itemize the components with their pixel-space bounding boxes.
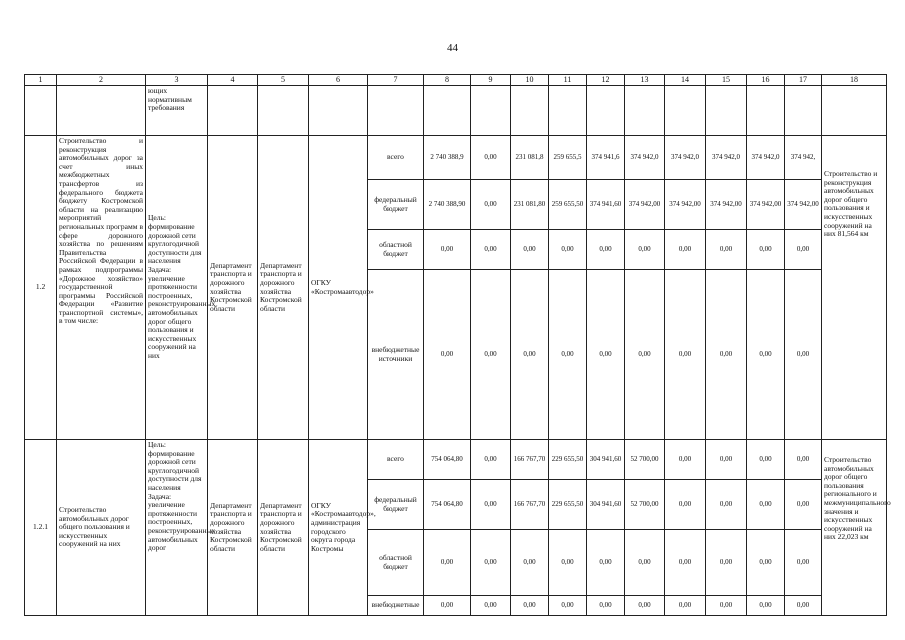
value-cell: 0,00 bbox=[706, 440, 747, 480]
value-cell: 0,00 bbox=[785, 230, 822, 270]
header-cell: 17 bbox=[785, 75, 822, 86]
value-cell: 0,00 bbox=[747, 596, 785, 616]
funding-source: федеральный бюджет bbox=[368, 480, 424, 530]
header-cell: 7 bbox=[368, 75, 424, 86]
value-cell: 0,00 bbox=[625, 230, 665, 270]
value-cell: 0,00 bbox=[785, 480, 822, 530]
header-cell: 3 bbox=[146, 75, 208, 86]
value-cell: 374 942,0 bbox=[706, 136, 747, 180]
value-cell: 0,00 bbox=[706, 480, 747, 530]
value-cell: 0,00 bbox=[424, 596, 471, 616]
value-cell: 0,00 bbox=[587, 230, 625, 270]
value-cell: 52 700,00 bbox=[625, 480, 665, 530]
table-row bbox=[25, 440, 887, 480]
value-cell: 0,00 bbox=[665, 596, 706, 616]
funding-source: областной бюджет bbox=[368, 230, 424, 270]
value-cell: 229 655,50 bbox=[549, 440, 587, 480]
result-cell: Строительство и реконструкция автомобильных дорог общего пользования и искусственных сооружений на них 81,564 км bbox=[822, 136, 887, 440]
value-cell: 0,00 bbox=[471, 230, 511, 270]
header-cell: 9 bbox=[471, 75, 511, 86]
executor-cell: Департамент транспорта и дорожного хозяйства Костромской области bbox=[208, 440, 258, 616]
value-cell: 0,00 bbox=[587, 530, 625, 596]
value-cell: 231 081,80 bbox=[511, 180, 549, 230]
value-cell: 0,00 bbox=[665, 440, 706, 480]
value-cell: 754 064,80 bbox=[424, 480, 471, 530]
value-cell: 0,00 bbox=[747, 270, 785, 440]
value-cell: 374 941,6 bbox=[587, 136, 625, 180]
value-cell: 0,00 bbox=[625, 270, 665, 440]
value-cell: 374 941,60 bbox=[587, 180, 625, 230]
organization-cell: ОГКУ «Костромаавтодор» bbox=[309, 136, 368, 440]
header-cell: 16 bbox=[747, 75, 785, 86]
value-cell: 0,00 bbox=[785, 596, 822, 616]
value-cell: 0,00 bbox=[471, 270, 511, 440]
value-cell: 0,00 bbox=[511, 530, 549, 596]
header-cell: 12 bbox=[587, 75, 625, 86]
header-cell: 1 bbox=[25, 75, 57, 86]
organization-cell: ОГКУ «Костромаавтодор», администрация городского округа города Костромы bbox=[309, 440, 368, 616]
goal-cell: Цель: формирование дорожной сети круглогодичной доступности для населения Задача: увеличение протяженности построенных, реконструированных автомобильных дорог общего пользования и искусственных сооружений на них bbox=[146, 136, 208, 440]
value-cell: 374 942,00 bbox=[625, 180, 665, 230]
header-row bbox=[25, 75, 887, 86]
value-cell: 374 942,00 bbox=[665, 180, 706, 230]
value-cell: 0,00 bbox=[747, 230, 785, 270]
value-cell: 229 655,50 bbox=[549, 480, 587, 530]
value-cell: 0,00 bbox=[424, 270, 471, 440]
header-cell: 15 bbox=[706, 75, 747, 86]
value-cell: 0,00 bbox=[549, 270, 587, 440]
header-cell: 8 bbox=[424, 75, 471, 86]
value-cell: 2 740 388,90 bbox=[424, 180, 471, 230]
row-number: 1.2 bbox=[25, 136, 57, 440]
value-cell: 0,00 bbox=[424, 530, 471, 596]
header-cell: 5 bbox=[258, 75, 309, 86]
value-cell: 0,00 bbox=[587, 270, 625, 440]
header-cell: 10 bbox=[511, 75, 549, 86]
value-cell: 0,00 bbox=[785, 270, 822, 440]
value-cell: 0,00 bbox=[665, 230, 706, 270]
value-cell: 374 942,00 bbox=[785, 180, 822, 230]
value-cell: 374 942,00 bbox=[747, 180, 785, 230]
value-cell: 0,00 bbox=[785, 530, 822, 596]
funding-source: всего bbox=[368, 136, 424, 180]
value-cell: 0,00 bbox=[747, 440, 785, 480]
measure-name: Строительство и реконструкция автомобильных дорог за счет иных межбюджетных трансфертов из федерального бюджета бюджету Костромской области на реализацию мероприятий региональных программ в сфере дорожного хозяйства по решениям Правительства Российской Федерации в рамках подпрограммы «Дорожное хозяйство» государственной программы Российской Федерации «Развитие транспортной системы», в том числе: bbox=[57, 136, 146, 440]
value-cell: 0,00 bbox=[549, 596, 587, 616]
row-number: 1.2.1 bbox=[25, 440, 57, 616]
value-cell: 166 767,70 bbox=[511, 480, 549, 530]
value-cell: 304 941,60 bbox=[587, 440, 625, 480]
value-cell: 0,00 bbox=[587, 596, 625, 616]
value-cell: 259 655,50 bbox=[549, 180, 587, 230]
value-cell: 0,00 bbox=[424, 230, 471, 270]
goal-cell-continued: ющих нормативным требования bbox=[146, 86, 208, 136]
value-cell: 0,00 bbox=[471, 440, 511, 480]
value-cell: 52 700,00 bbox=[625, 440, 665, 480]
header-cell: 13 bbox=[625, 75, 665, 86]
value-cell: 374 942,0 bbox=[665, 136, 706, 180]
table-row bbox=[25, 86, 887, 136]
value-cell: 0,00 bbox=[706, 270, 747, 440]
goal-cell: Цель: формирование дорожной сети круглогодичной доступности для населения Задача: увеличение протяженности построенных, реконструированных автомобильных дорог bbox=[146, 440, 208, 616]
measure-name: Строительство автомобильных дорог общего пользования и искусственных сооружений на них bbox=[57, 440, 146, 616]
value-cell: 0,00 bbox=[665, 480, 706, 530]
value-cell: 0,00 bbox=[747, 530, 785, 596]
funding-source: всего bbox=[368, 440, 424, 480]
value-cell: 0,00 bbox=[471, 180, 511, 230]
header-cell: 2 bbox=[57, 75, 146, 86]
value-cell: 0,00 bbox=[706, 230, 747, 270]
value-cell: 304 941,60 bbox=[587, 480, 625, 530]
funding-source: внебюджетные источники bbox=[368, 270, 424, 440]
funding-source: областной бюджет bbox=[368, 530, 424, 596]
value-cell: 259 655,5 bbox=[549, 136, 587, 180]
value-cell: 374 942,0 bbox=[747, 136, 785, 180]
program-table bbox=[24, 74, 891, 616]
executor-cell: Департамент транспорта и дорожного хозяйства Костромской области bbox=[208, 136, 258, 440]
value-cell: 0,00 bbox=[471, 480, 511, 530]
value-cell: 0,00 bbox=[665, 530, 706, 596]
value-cell: 0,00 bbox=[665, 270, 706, 440]
funding-source: федеральный бюджет bbox=[368, 180, 424, 230]
value-cell: 0,00 bbox=[747, 480, 785, 530]
header-cell: 4 bbox=[208, 75, 258, 86]
value-cell: 754 064,80 bbox=[424, 440, 471, 480]
value-cell: 0,00 bbox=[471, 136, 511, 180]
page-number: 44 bbox=[447, 42, 458, 54]
result-cell: Строительство автомобильных дорог общего пользования регионального и межмуниципального значения и искусственных сооружений на них 22,023 км bbox=[822, 440, 887, 616]
value-cell: 0,00 bbox=[511, 270, 549, 440]
value-cell: 0,00 bbox=[706, 596, 747, 616]
value-cell: 0,00 bbox=[471, 596, 511, 616]
value-cell: 374 942,0 bbox=[625, 136, 665, 180]
value-cell: 0,00 bbox=[785, 440, 822, 480]
value-cell: 0,00 bbox=[706, 530, 747, 596]
header-cell: 11 bbox=[549, 75, 587, 86]
value-cell: 374 942,00 bbox=[706, 180, 747, 230]
value-cell: 0,00 bbox=[549, 230, 587, 270]
coexecutor-cell: Департамент транспорта и дорожного хозяйства Костромской области bbox=[258, 136, 309, 440]
value-cell: 0,00 bbox=[511, 230, 549, 270]
value-cell: 2 740 388,9 bbox=[424, 136, 471, 180]
header-cell: 6 bbox=[309, 75, 368, 86]
value-cell: 166 767,70 bbox=[511, 440, 549, 480]
value-cell: 0,00 bbox=[625, 530, 665, 596]
header-cell: 18 bbox=[822, 75, 887, 86]
coexecutor-cell: Департамент транспорта и дорожного хозяйства Костромской области bbox=[258, 440, 309, 616]
value-cell: 0,00 bbox=[549, 530, 587, 596]
funding-source: внебюджетные bbox=[368, 596, 424, 616]
value-cell: 231 081,8 bbox=[511, 136, 549, 180]
value-cell: 374 942, bbox=[785, 136, 822, 180]
value-cell: 0,00 bbox=[471, 530, 511, 596]
value-cell: 0,00 bbox=[625, 596, 665, 616]
table-row bbox=[25, 136, 887, 180]
value-cell: 0,00 bbox=[511, 596, 549, 616]
header-cell: 14 bbox=[665, 75, 706, 86]
